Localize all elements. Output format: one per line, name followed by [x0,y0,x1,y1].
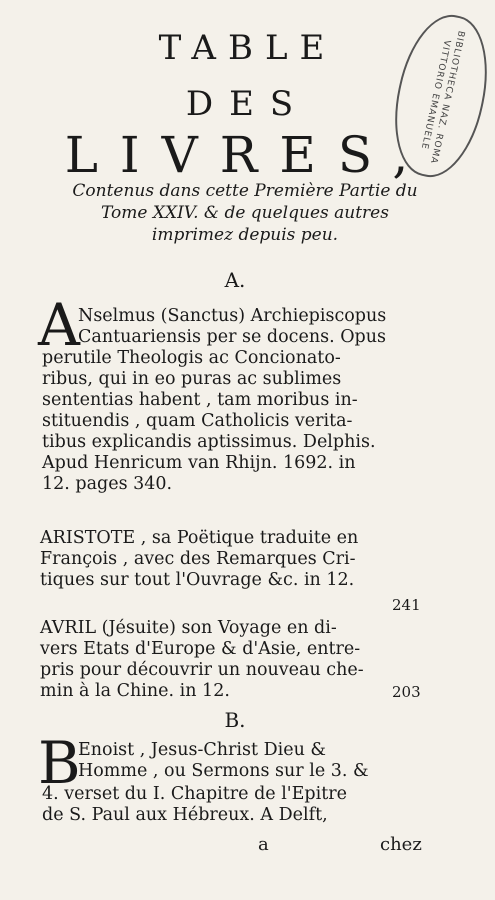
intro-line-2: Tome XXIV. & de quelques autres [101,203,389,223]
signature-mark: a [258,834,269,855]
page-ref-aristote: 241 [392,596,421,614]
entry-line: stituendis , quam Catholicis verita- [42,411,353,431]
entry-benoist-head [78,740,428,782]
entry-line: 4. verset du I. Chapitre de l'Epitre [42,784,347,804]
catchword: chez [380,834,422,855]
entry-line: vers Etats d'Europe & d'Asie, entre- [40,639,361,659]
entry-line: de S. Paul aux Hébreux. A Delft, [42,805,328,825]
entry-line: Nselmus (Sanctus) Archiepiscopus [78,306,387,326]
intro-line-3: imprimez depuis peu. [151,225,339,245]
intro-line-1: Contenus dans cette Première Partie du [72,181,418,201]
section-letter-a: A. [224,268,246,292]
entry-line: perutile Theologis ac Concionato- [42,348,341,368]
entry-line: tibus explicandis aptissimus. Delphis. [42,432,376,452]
page-ref-avril: 203 [392,683,421,701]
entry-line: pris pour découvrir un nouveau che- [40,660,364,680]
title-table: TABLE [158,28,337,68]
entry-benoist-body [42,784,432,826]
entry-line: AVRIL (Jésuite) son Voyage en di- [40,618,337,638]
dropcap-a: A [38,291,80,359]
entry-line: Homme , ou Sermons sur le 3. & [78,761,369,781]
title-livres: LIVRES, [64,126,431,184]
title-des: DES [185,84,310,124]
entry-line: sententias habent , tam moribus in- [42,390,358,410]
section-letter-b: B. [224,708,246,732]
entry-line: min à la Chine. in 12. [40,681,230,701]
dropcap-b: B [38,729,81,797]
stamp-text: BIBLIOTHECA NAZ. ROMA VITTORIO EMANUELE [418,29,466,165]
entry-line: 12. pages 340. [42,474,173,494]
entry-line: Apud Henricum van Rhijn. 1692. in [42,453,356,473]
entry-line: François , avec des Remarques Cri- [40,549,356,569]
entry-avril [40,618,430,702]
entry-aristote [40,528,430,591]
entry-line: Enoist , Jesus-Christ Dieu & [78,740,326,760]
entry-anselmus-body [42,348,432,495]
entry-line: Cantuariensis per se docens. Opus [78,327,387,347]
entry-line: ribus, qui in eo puras ac sublimes [42,369,342,389]
entry-anselmus-head [78,306,438,348]
entry-line: ARISTOTE , sa Poëtique traduite en [40,528,359,548]
entry-line: tiques sur tout l'Ouvrage &c. in 12. [40,570,355,590]
